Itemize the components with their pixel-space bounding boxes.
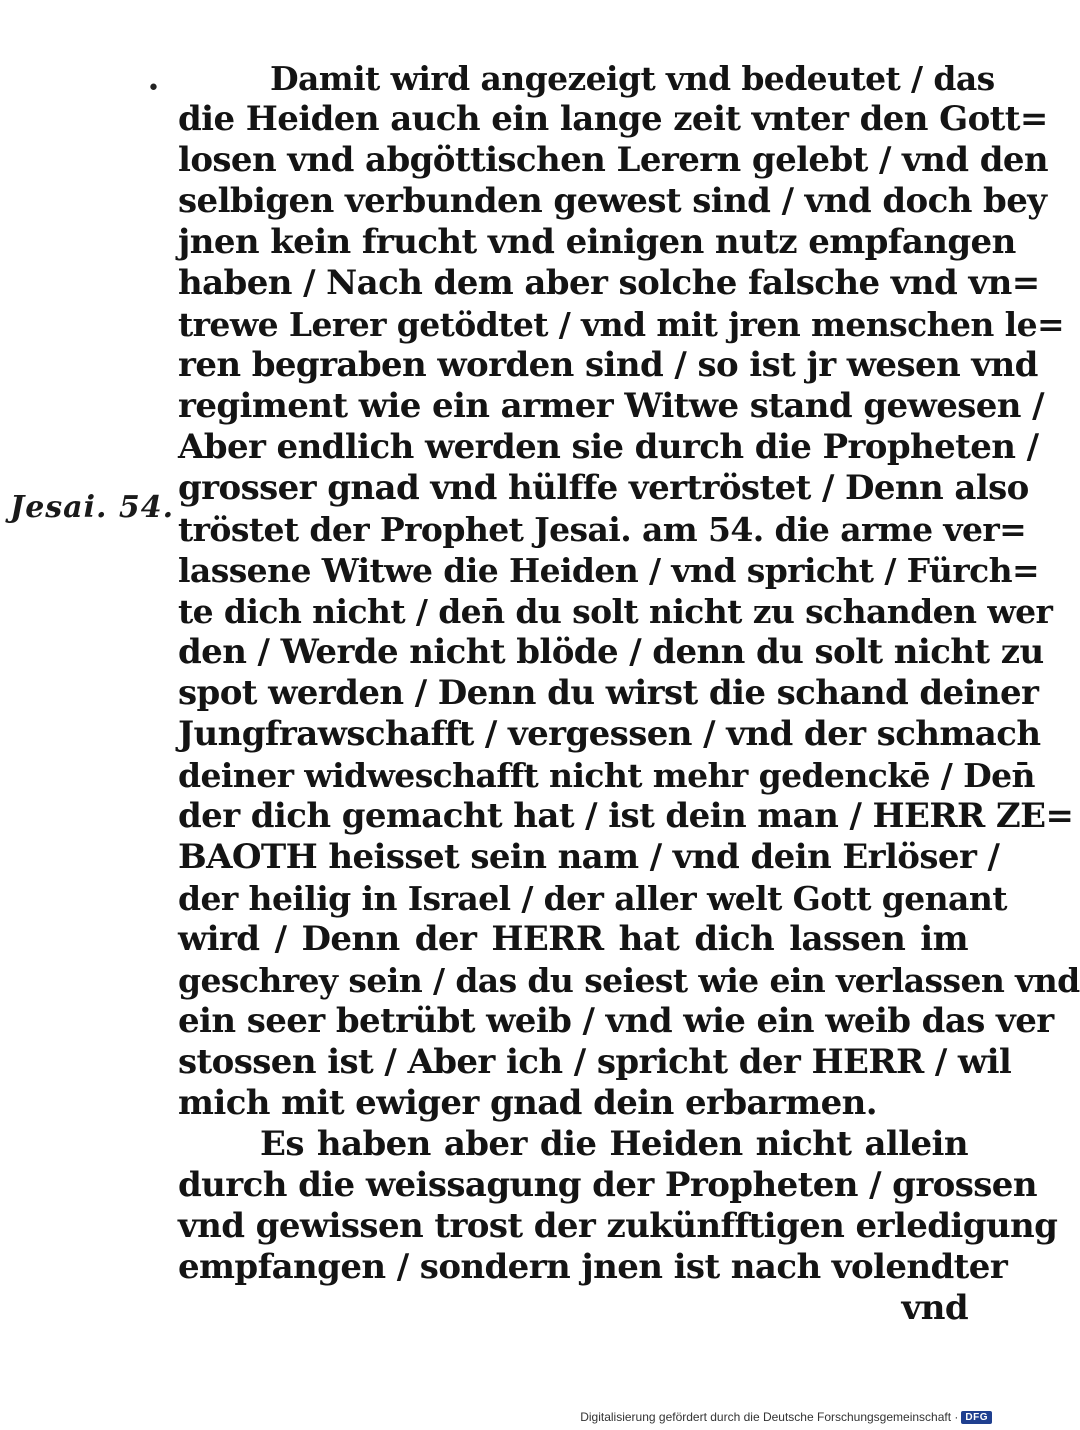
text-line: durch die weissagung der Propheten / grossen xyxy=(178,1165,1037,1205)
text-line: regiment wie ein armer Witwe stand gewesen / xyxy=(178,386,1044,426)
text-line: empfangen / sondern jnen ist nach volendter xyxy=(178,1247,1008,1287)
text-line: deiner widweschafft nicht mehr gedenckē / Den̄ xyxy=(178,756,1035,795)
text-line: spot werden / Denn du wirst die schand deiner xyxy=(178,673,1039,713)
text-line: vnd gewissen trost der zukünfftigen erledigung xyxy=(178,1206,1058,1246)
ink-dot: • xyxy=(147,76,160,101)
text-line: der heilig in Israel / der aller welt Gott genant xyxy=(178,879,1007,918)
body-text xyxy=(178,58,1080,1329)
margin-note: Jesai. 54. xyxy=(10,490,175,525)
text-line: trewe Lerer getödtet / vnd mit jren menschen le= xyxy=(178,305,1065,344)
dfg-logo: DFG xyxy=(961,1411,992,1424)
text-line: ein seer betrübt weib / vnd wie ein weib das ver xyxy=(178,1001,1054,1041)
text-line: die Heiden auch ein lange zeit vnter den Gott= xyxy=(178,99,1048,139)
text-line: Damit wird angezeigt vnd bedeutet / das xyxy=(270,59,995,98)
text-line: BAOTH heisset sein nam / vnd dein Erlöser / xyxy=(178,837,1000,877)
text-line: der dich gemacht hat / ist dein man / HERR ZE= xyxy=(178,796,1074,836)
text-line: Es haben aber die Heiden nicht allein xyxy=(260,1124,968,1164)
text-line: jnen kein frucht vnd einigen nutz empfangen xyxy=(178,222,1016,262)
text-line: te dich nicht / den̄ du solt nicht zu schanden wer xyxy=(178,592,1053,631)
text-line: selbigen verbunden gewest sind / vnd doch bey xyxy=(178,181,1047,221)
text-line: mich mit ewiger gnad dein erbarmen. xyxy=(178,1083,877,1123)
text-line: lassene Witwe die Heiden / vnd spricht / Fürch= xyxy=(178,551,1040,590)
digitization-credit xyxy=(580,1410,992,1424)
text-line: Jungfrawschafft / vergessen / vnd der schmach xyxy=(178,714,1041,754)
text-line: stossen ist / Aber ich / spricht der HERR / wil xyxy=(178,1042,1012,1082)
text-line: ren begraben worden sind / so ist jr wesen vnd xyxy=(178,345,1038,385)
text-line: losen vnd abgöttischen Lerern gelebt / vnd den xyxy=(178,140,1049,180)
credit-text: Digitalisierung gefördert durch die Deutsche Forschungsgemeinschaft · xyxy=(580,1410,959,1424)
text-line: Aber endlich werden sie durch die Propheten / xyxy=(178,427,1039,467)
text-line: den / Werde nicht blöde / denn du solt nicht zu xyxy=(178,632,1044,672)
text-line: tröstet der Prophet Jesai. am 54. die arme ver= xyxy=(178,510,1027,549)
text-line: wird / Denn der HERR hat dich lassen im xyxy=(178,919,968,959)
text-line: haben / Nach dem aber solche falsche vnd vn= xyxy=(178,263,1040,303)
text-line: grosser gnad vnd hülffe vertröstet / Denn also xyxy=(178,468,1029,508)
catchword: vnd xyxy=(901,1288,968,1328)
text-line: geschrey sein / das du seiest wie ein verlassen vnd xyxy=(178,961,1080,1000)
